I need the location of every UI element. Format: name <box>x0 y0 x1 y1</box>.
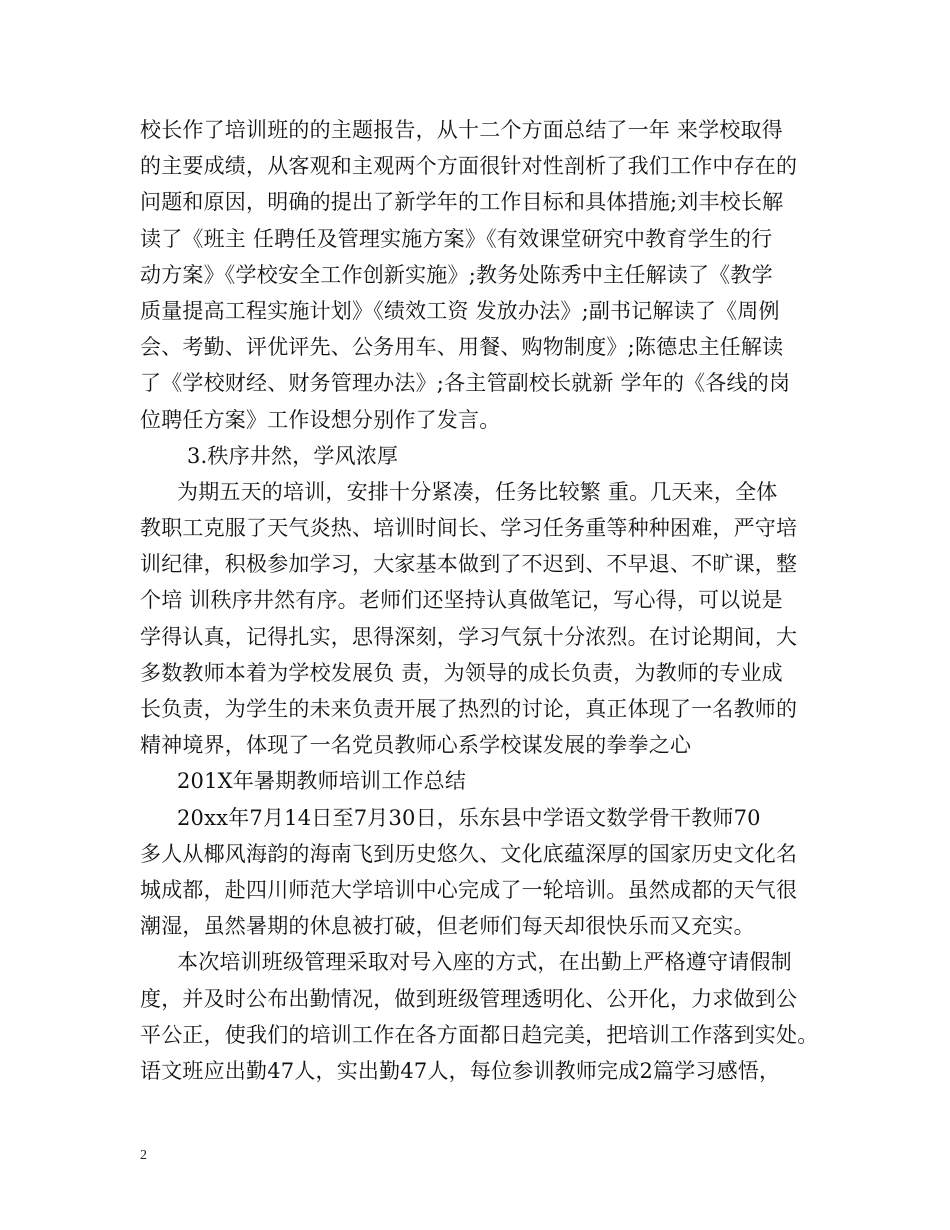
text-line: 多数教师本着为学校发展负 责，为领导的成长负责，为教师的专业成 <box>140 660 783 685</box>
text-line: 校长作了培训班的的主题报告，从十二个方面总结了一年 来学校取得 <box>140 118 783 142</box>
text-line: 教职工克服了天气炎热、培训时间长、学习任务重等种种困难，严守培 <box>140 516 798 541</box>
text-line: 度，并及时公布出勤情况，做到班级管理透明化、公开化，力求做到公 <box>140 986 798 1011</box>
text-line: 会、考勤、评优评先、公务用车、用餐、购物制度》;陈德忠主任解读 <box>140 335 784 360</box>
text-line: 多人从椰风海韵的海南飞到历史悠久、文化底蕴深厚的国家历史文化名 <box>140 841 798 866</box>
body-text <box>140 112 820 1089</box>
text-line: 潮湿，虽然暑期的休息被打破，但老师们每天却很快乐而又充实。 <box>140 914 755 939</box>
text-line: 训纪律，积极参加学习，大家基本做到了不迟到、不早退、不旷课，整 <box>140 552 798 577</box>
text-line: 20xx年7月14日至7月30日，乐东县中学语文数学骨干教师70 <box>177 805 761 830</box>
page-number: 2 <box>140 1148 147 1163</box>
section-heading: 3.秩序井然，学风浓厚 <box>187 443 399 468</box>
section-title: 201X年暑期教师培训工作总结 <box>177 769 467 794</box>
text-line: 平公正，使我们的培训工作在各方面都日趋完美，把培训工作落到实处。 <box>140 1022 819 1047</box>
text-line: 读了《班主 任聘任及管理实施方案》《有效课堂研究中教育学生的行 <box>140 226 773 251</box>
text-line: 问题和原因，明确的提出了新学年的工作目标和具体措施;刘丰校长解 <box>140 190 784 215</box>
text-line: 质量提高工程实施计划》《绩效工资 发放办法》;副书记解读了《周例 <box>140 298 780 323</box>
text-line: 个培 训秩序井然有序。老师们还坚持认真做笔记，写心得，可以说是 <box>140 588 783 613</box>
text-line: 本次培训班级管理采取对号入座的方式，在出勤上严格遵守请假制 <box>177 950 792 975</box>
text-line: 动方案》《学校安全工作创新实施》;教务处陈秀中主任解读了《教学 <box>140 262 773 287</box>
text-line: 精神境界，体现了一名党员教师心系学校谋发展的拳拳之心 <box>140 733 692 758</box>
text-line: 语文班应出勤47人，实出勤47人，每位参训教师完成2篇学习感悟， <box>140 1058 781 1083</box>
text-line: 为期五天的培训，安排十分紧凑，任务比较繁 重。几天来，全体 <box>177 479 778 504</box>
text-line: 了《学校财经、财务管理办法》;各主管副校长就新 学年的《各线的岗 <box>140 371 791 396</box>
text-line: 城成都，赴四川师范大学培训中心完成了一轮培训。虽然成都的天气很 <box>140 877 798 902</box>
text-line: 位聘任方案》工作设想分别作了发言。 <box>140 407 501 432</box>
text-line: 学得认真，记得扎实，思得深刻，学习气氛十分浓烈。在讨论期间，大 <box>140 624 798 649</box>
text-line: 长负责，为学生的未来负责开展了热烈的讨论，真正体现了一名教师的 <box>140 697 798 721</box>
text-line: 的主要成绩，从客观和主观两个方面很针对性剖析了我们工作中存在的 <box>140 154 798 179</box>
